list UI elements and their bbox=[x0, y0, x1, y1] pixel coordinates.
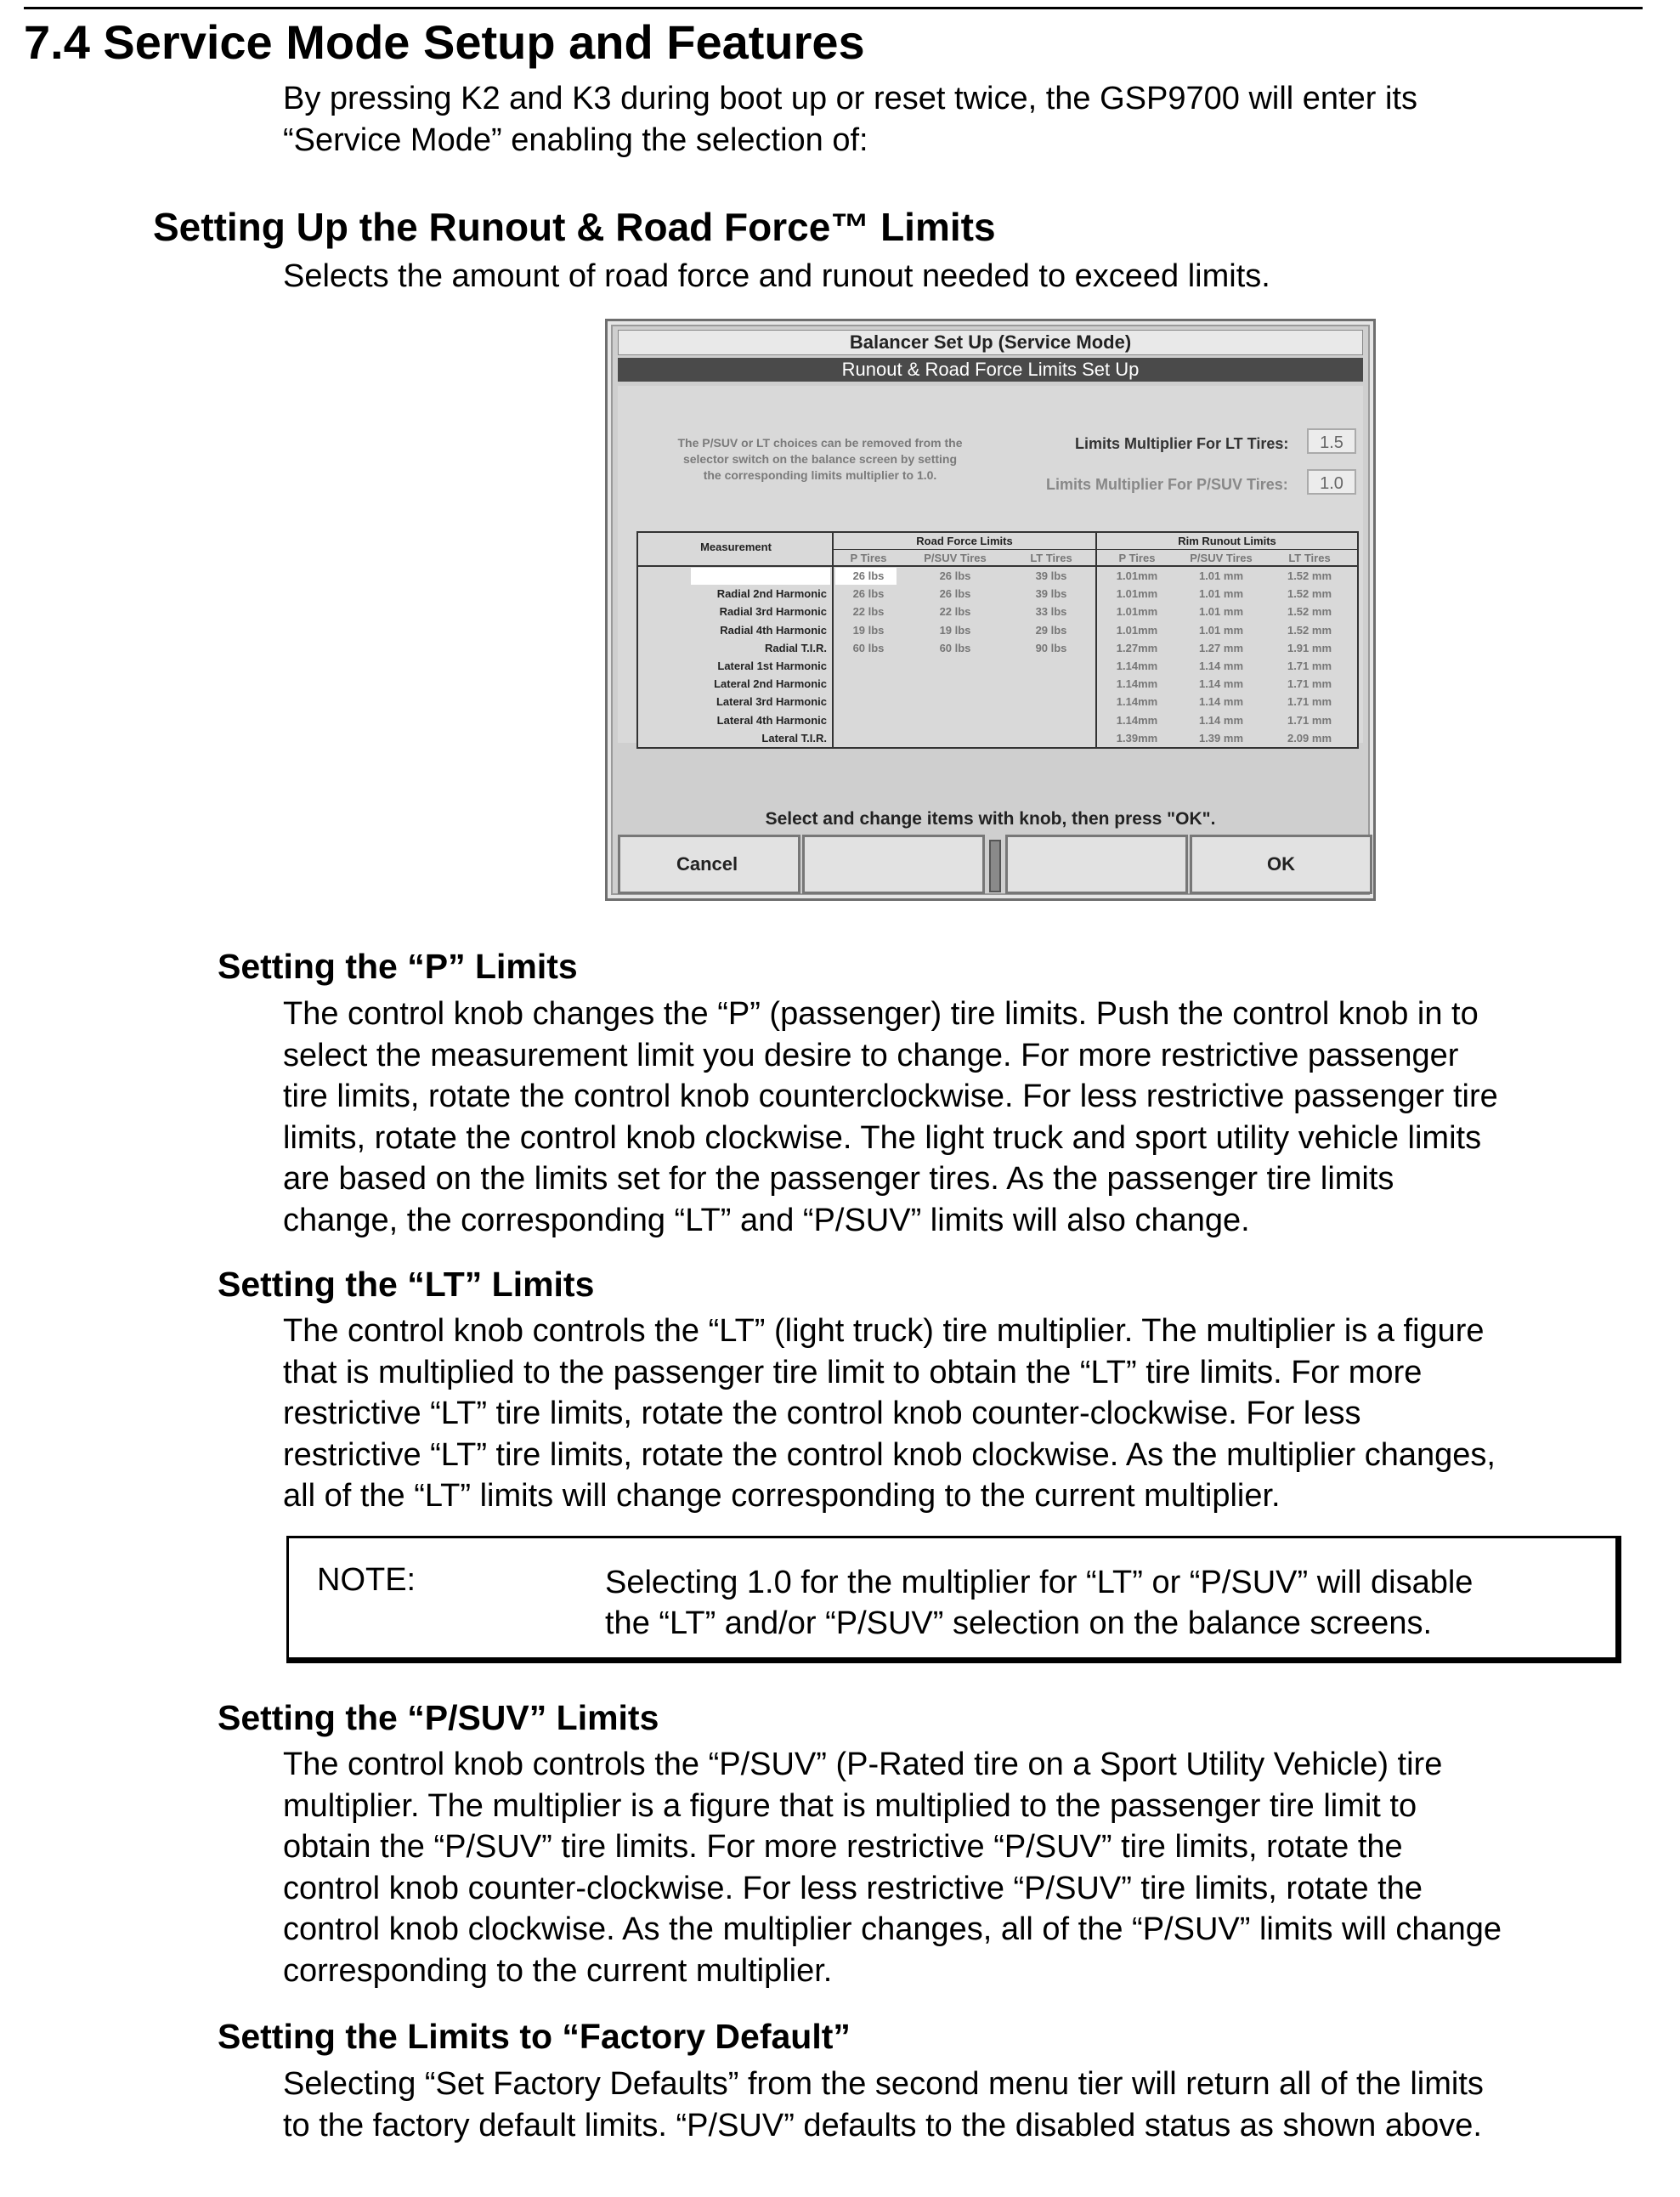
table-cell: 1.01mm bbox=[1116, 569, 1158, 582]
table-cell: 26 lbs bbox=[852, 569, 885, 582]
lt-limits-title: Setting the “LT” Limits bbox=[218, 1265, 595, 1304]
table-cell: 1.71 mm bbox=[1287, 677, 1332, 691]
table-cell: 1.71 mm bbox=[1287, 660, 1332, 672]
psuv-limits-line: corresponding to the current multiplier. bbox=[283, 1952, 833, 1989]
note-line: the “LT” and/or “P/SUV” selection on the balance screens. bbox=[605, 1605, 1433, 1641]
table-row-label[interactable]: Radial 2nd Harmonic bbox=[716, 587, 827, 601]
p-limits-line: tire limits, rotate the control knob counterclockwise. For less restrictive passenger tire bbox=[283, 1079, 1498, 1114]
table-cell: 1.14 mm bbox=[1198, 695, 1244, 709]
table-cell: 26 lbs bbox=[939, 569, 971, 582]
subheader: P Tires bbox=[850, 552, 887, 564]
table-cell: 1.39 mm bbox=[1198, 731, 1244, 745]
intro-paragraph bbox=[283, 78, 1417, 161]
section-heading: 7.4 Service Mode Setup and Features bbox=[24, 15, 865, 69]
table-cell: 1.14 mm bbox=[1198, 660, 1244, 672]
subheader: P/SUV Tires bbox=[1190, 552, 1253, 564]
subheader: P/SUV Tires bbox=[924, 552, 987, 564]
psuv-limits-line: The control knob controls the “P/SUV” (P-Rated tire on a Sport Utility Vehicle) tire bbox=[283, 1747, 1443, 1782]
table-row-label[interactable]: Lateral 4th Harmonic bbox=[716, 713, 827, 727]
p-limits-line: select the measurement limit you desire to change. For more restrictive passenger bbox=[283, 1037, 1459, 1073]
table-cell: 60 lbs bbox=[852, 641, 885, 654]
note-text bbox=[605, 1562, 1473, 1644]
table-cell: 1.39mm bbox=[1116, 731, 1158, 745]
table-row-label[interactable]: Radial 3rd Harmonic bbox=[719, 605, 827, 619]
table-cell: 19 lbs bbox=[939, 623, 971, 637]
table-cell: 1.01 mm bbox=[1198, 587, 1244, 601]
factory-line: to the factory default limits. “P/SUV” defaults to the disabled status as shown above. bbox=[283, 2107, 1482, 2143]
table-cell: 1.14mm bbox=[1116, 660, 1158, 672]
table-cell: 90 lbs bbox=[1035, 641, 1067, 654]
table-cell: 1.91 mm bbox=[1287, 641, 1332, 654]
screen-note bbox=[625, 435, 1015, 484]
table-cell: 1.14mm bbox=[1116, 695, 1158, 709]
lt-limits-line: restrictive “LT” tire limits, rotate the control knob clockwise. As the multiplier changes, bbox=[283, 1436, 1496, 1473]
factory-default-title: Setting the Limits to “Factory Default” bbox=[218, 2017, 851, 2056]
blank-softkey-3[interactable] bbox=[1005, 835, 1188, 894]
note-label: NOTE: bbox=[317, 1562, 416, 1598]
table-cell: 1.01mm bbox=[1116, 605, 1158, 619]
table-cell: 1.71 mm bbox=[1287, 713, 1332, 727]
table-row-label[interactable]: Radial 1st Harmonic bbox=[721, 569, 827, 582]
table-row-label[interactable]: Lateral 1st Harmonic bbox=[717, 660, 827, 672]
screen-note-line: the corresponding limits multiplier to 1.0. bbox=[703, 468, 937, 482]
table-row-label[interactable]: Lateral 2nd Harmonic bbox=[714, 677, 827, 691]
factory-default-text bbox=[283, 2064, 1484, 2146]
psuv-limits-line: obtain the “P/SUV” tire limits. For more restrictive “P/SUV” tire limits, rotate the bbox=[283, 1829, 1403, 1865]
table-cell: 1.52 mm bbox=[1287, 587, 1332, 601]
lt-limits-line: The control knob controls the “LT” (light truck) tire multiplier. The multiplier is a figure bbox=[283, 1313, 1485, 1349]
measurement-header: Measurement bbox=[700, 541, 772, 553]
subheader: LT Tires bbox=[1288, 552, 1331, 564]
psuv-limits-text bbox=[283, 1744, 1502, 1991]
subheader: P Tires bbox=[1118, 552, 1156, 564]
psuv-multiplier-field[interactable]: 1.0 bbox=[1307, 469, 1356, 495]
table-cell: 1.01 mm bbox=[1198, 605, 1244, 619]
psuv-limits-line: multiplier. The multiplier is a figure that is multiplied to the passenger tire limit to bbox=[283, 1787, 1417, 1824]
top-rule bbox=[24, 7, 1643, 9]
table-cell: 1.52 mm bbox=[1287, 623, 1332, 637]
table-row-label[interactable]: Radial T.I.R. bbox=[765, 641, 827, 654]
table-cell: 2.09 mm bbox=[1287, 731, 1332, 745]
screen-title: Balancer Set Up (Service Mode) bbox=[618, 330, 1363, 355]
table-cell: 22 lbs bbox=[939, 605, 971, 619]
runout-section-title: Setting Up the Runout & Road Force™ Limits bbox=[153, 205, 996, 249]
table-cell: 60 lbs bbox=[939, 641, 971, 654]
lt-limits-line: all of the “LT” limits will change corresponding to the current multiplier. bbox=[283, 1478, 1281, 1514]
table-row-label[interactable]: Lateral 3rd Harmonic bbox=[716, 695, 827, 709]
table-cell: 29 lbs bbox=[1035, 623, 1067, 637]
runout-section-desc: Selects the amount of road force and runout needed to exceed limits. bbox=[283, 258, 1270, 294]
note-box bbox=[286, 1536, 1621, 1663]
table-cell: 26 lbs bbox=[852, 587, 885, 601]
table-cell: 1.14 mm bbox=[1198, 677, 1244, 691]
note-line: Selecting 1.0 for the multiplier for “LT” or “P/SUV” will disable bbox=[605, 1565, 1474, 1600]
lt-limits-line: that is multiplied to the passenger tire limit to obtain the “LT” tire limits. For more bbox=[283, 1354, 1423, 1390]
intro-line: “Service Mode” enabling the selection of: bbox=[283, 122, 868, 158]
table-cell: 1.01 mm bbox=[1198, 569, 1244, 582]
factory-line: Selecting “Set Factory Defaults” from the second menu tier will return all of the limits bbox=[283, 2066, 1484, 2102]
psuv-limits-line: control knob counter-clockwise. For less restrictive “P/SUV” tire limits, rotate the bbox=[283, 1870, 1423, 1906]
p-limits-line: change, the corresponding “LT” and “P/SUV” limits will also change. bbox=[283, 1202, 1250, 1238]
screen-window bbox=[611, 325, 1370, 895]
psuv-limits-line: control knob clockwise. As the multiplier changes, all of the “P/SUV” limits will change bbox=[283, 1911, 1502, 1947]
p-limits-title: Setting the “P” Limits bbox=[218, 947, 578, 986]
screen-note-line: selector switch on the balance screen by setting bbox=[682, 452, 958, 466]
limits-table bbox=[636, 531, 1359, 749]
table-cell: 1.14mm bbox=[1116, 677, 1158, 691]
table-cell: 19 lbs bbox=[852, 623, 885, 637]
rim-runout-header: Rim Runout Limits bbox=[1178, 535, 1276, 547]
table-cell: 1.01mm bbox=[1116, 623, 1158, 637]
lt-limits-text bbox=[283, 1311, 1496, 1517]
table-cell: 22 lbs bbox=[852, 605, 885, 619]
scroll-indicator bbox=[989, 840, 1001, 892]
p-limits-line: are based on the limits set for the passenger tires. As the passenger tire limits bbox=[283, 1161, 1394, 1197]
intro-line: By pressing K2 and K3 during boot up or reset twice, the GSP9700 will enter its bbox=[283, 81, 1417, 116]
p-limits-line: limits, rotate the control knob clockwise. The light truck and sport utility vehicle limits bbox=[283, 1119, 1482, 1156]
table-row-label[interactable]: Lateral T.I.R. bbox=[761, 731, 827, 745]
service-mode-screenshot bbox=[605, 319, 1376, 901]
lt-multiplier-field[interactable]: 1.5 bbox=[1307, 428, 1356, 454]
subheader: LT Tires bbox=[1030, 552, 1072, 564]
table-cell: 39 lbs bbox=[1035, 569, 1067, 582]
table-cell: 1.71 mm bbox=[1287, 695, 1332, 709]
p-limits-text bbox=[283, 994, 1498, 1241]
table-cell: 39 lbs bbox=[1035, 587, 1067, 601]
screen-instructions: Select and change items with knob, then press "OK". bbox=[765, 809, 1216, 829]
blank-softkey-2[interactable] bbox=[802, 835, 985, 894]
psuv-multiplier-label: Limits Multiplier For P/SUV Tires: bbox=[1046, 476, 1288, 493]
table-cell: 33 lbs bbox=[1035, 605, 1067, 619]
table-cell: 1.52 mm bbox=[1287, 605, 1332, 619]
lt-limits-line: restrictive “LT” tire limits, rotate the control knob counter-clockwise. For less bbox=[283, 1396, 1361, 1431]
screen-note-line: The P/SUV or LT choices can be removed from the bbox=[677, 436, 963, 450]
lt-multiplier-label: Limits Multiplier For LT Tires: bbox=[1075, 435, 1289, 452]
table-cell: 1.27mm bbox=[1116, 641, 1158, 654]
table-cell: 1.01mm bbox=[1116, 587, 1158, 601]
table-cell: 26 lbs bbox=[939, 587, 971, 601]
cancel-button[interactable]: Cancel bbox=[618, 835, 800, 894]
road-force-header: Road Force Limits bbox=[916, 535, 1013, 547]
table-cell: 1.27 mm bbox=[1198, 641, 1244, 654]
table-cell: 1.14 mm bbox=[1198, 713, 1244, 727]
table-row-label[interactable]: Radial 4th Harmonic bbox=[720, 623, 827, 637]
table-cell: 1.01 mm bbox=[1198, 623, 1244, 637]
table-cell: 1.14mm bbox=[1116, 713, 1158, 727]
ok-button[interactable]: OK bbox=[1190, 835, 1372, 894]
p-limits-line: The control knob changes the “P” (passenger) tire limits. Push the control knob in to bbox=[283, 996, 1479, 1032]
table-cell: 1.52 mm bbox=[1287, 569, 1332, 582]
psuv-limits-title: Setting the “P/SUV” Limits bbox=[218, 1698, 659, 1737]
screen-subtitle: Runout & Road Force Limits Set Up bbox=[618, 358, 1363, 382]
